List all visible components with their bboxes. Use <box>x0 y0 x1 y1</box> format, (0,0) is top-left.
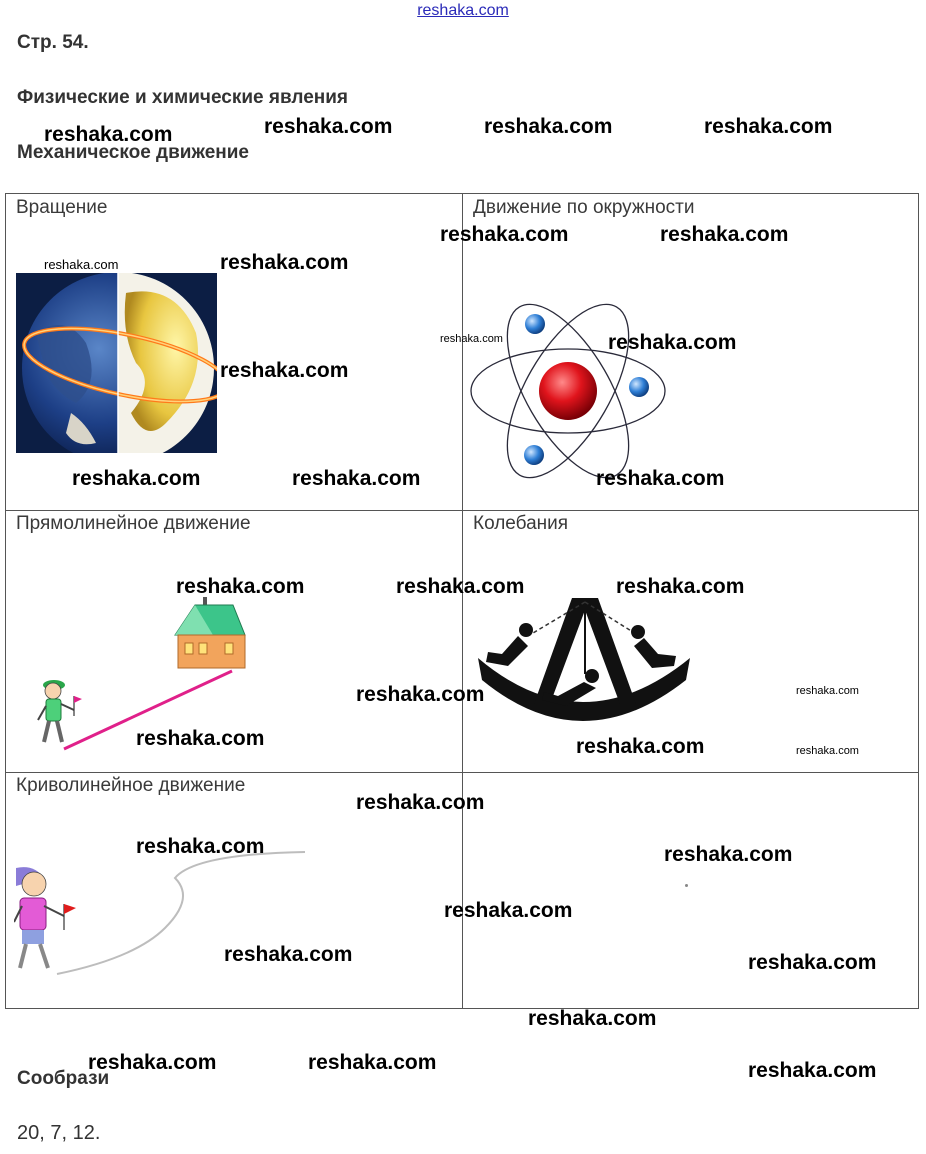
watermark: reshaka.com <box>220 359 349 382</box>
site-link[interactable]: reshaka.com <box>417 2 509 19</box>
page-number: Стр. 54. <box>17 32 89 53</box>
watermark: reshaka.com <box>224 943 353 966</box>
answer-text: 20, 7, 12. <box>17 1122 101 1144</box>
table-divider-row1 <box>5 510 919 511</box>
cell-title-oscillation: Колебания <box>473 513 569 534</box>
watermark: reshaka.com <box>596 467 725 490</box>
cell-title-curvilinear: Криволинейное движение <box>16 775 246 796</box>
watermark: reshaka.com <box>136 835 265 858</box>
cell-title-linear: Прямолинейное движение <box>16 513 251 534</box>
watermark: reshaka.com <box>484 115 613 138</box>
watermark: reshaka.com <box>528 1007 657 1030</box>
watermark: reshaka.com <box>44 257 119 272</box>
think-title: Сообрази <box>17 1068 110 1089</box>
stray-dot <box>685 884 688 887</box>
watermark: reshaka.com <box>176 575 305 598</box>
watermark: reshaka.com <box>308 1051 437 1074</box>
atom-model-image <box>470 283 670 498</box>
watermark: reshaka.com <box>748 951 877 974</box>
watermark: reshaka.com <box>292 467 421 490</box>
watermark: reshaka.com <box>440 333 503 345</box>
watermark: reshaka.com <box>608 331 737 354</box>
watermark: reshaka.com <box>660 223 789 246</box>
table-divider-vertical <box>462 193 463 1009</box>
watermark: reshaka.com <box>136 727 265 750</box>
watermark: reshaka.com <box>704 115 833 138</box>
cell-title-circular: Движение по окружности <box>473 197 695 218</box>
watermark: reshaka.com <box>264 115 393 138</box>
section-title: Физические и химические явления <box>17 87 349 108</box>
swing-oscillation-image <box>472 596 697 738</box>
watermark: reshaka.com <box>616 575 745 598</box>
watermark: reshaka.com <box>44 123 173 146</box>
table-divider-row2 <box>5 772 919 773</box>
watermark: reshaka.com <box>220 251 349 274</box>
watermark: reshaka.com <box>796 745 859 757</box>
watermark: reshaka.com <box>576 735 705 758</box>
watermark: reshaka.com <box>796 685 859 697</box>
walking-boy-green-image <box>36 676 84 752</box>
watermark: reshaka.com <box>396 575 525 598</box>
rotating-earth-image <box>16 273 217 453</box>
watermark: reshaka.com <box>664 843 793 866</box>
subsection-title: Механическое движение <box>17 142 249 163</box>
house-image <box>173 595 248 670</box>
cell-title-rotation: Вращение <box>16 197 108 218</box>
watermark: reshaka.com <box>356 791 485 814</box>
watermark: reshaka.com <box>88 1051 217 1074</box>
watermark: reshaka.com <box>748 1059 877 1082</box>
watermark: reshaka.com <box>444 899 573 922</box>
watermark: reshaka.com <box>440 223 569 246</box>
watermark: reshaka.com <box>356 683 485 706</box>
watermark: reshaka.com <box>72 467 201 490</box>
walking-boy-pink-image <box>14 864 80 978</box>
